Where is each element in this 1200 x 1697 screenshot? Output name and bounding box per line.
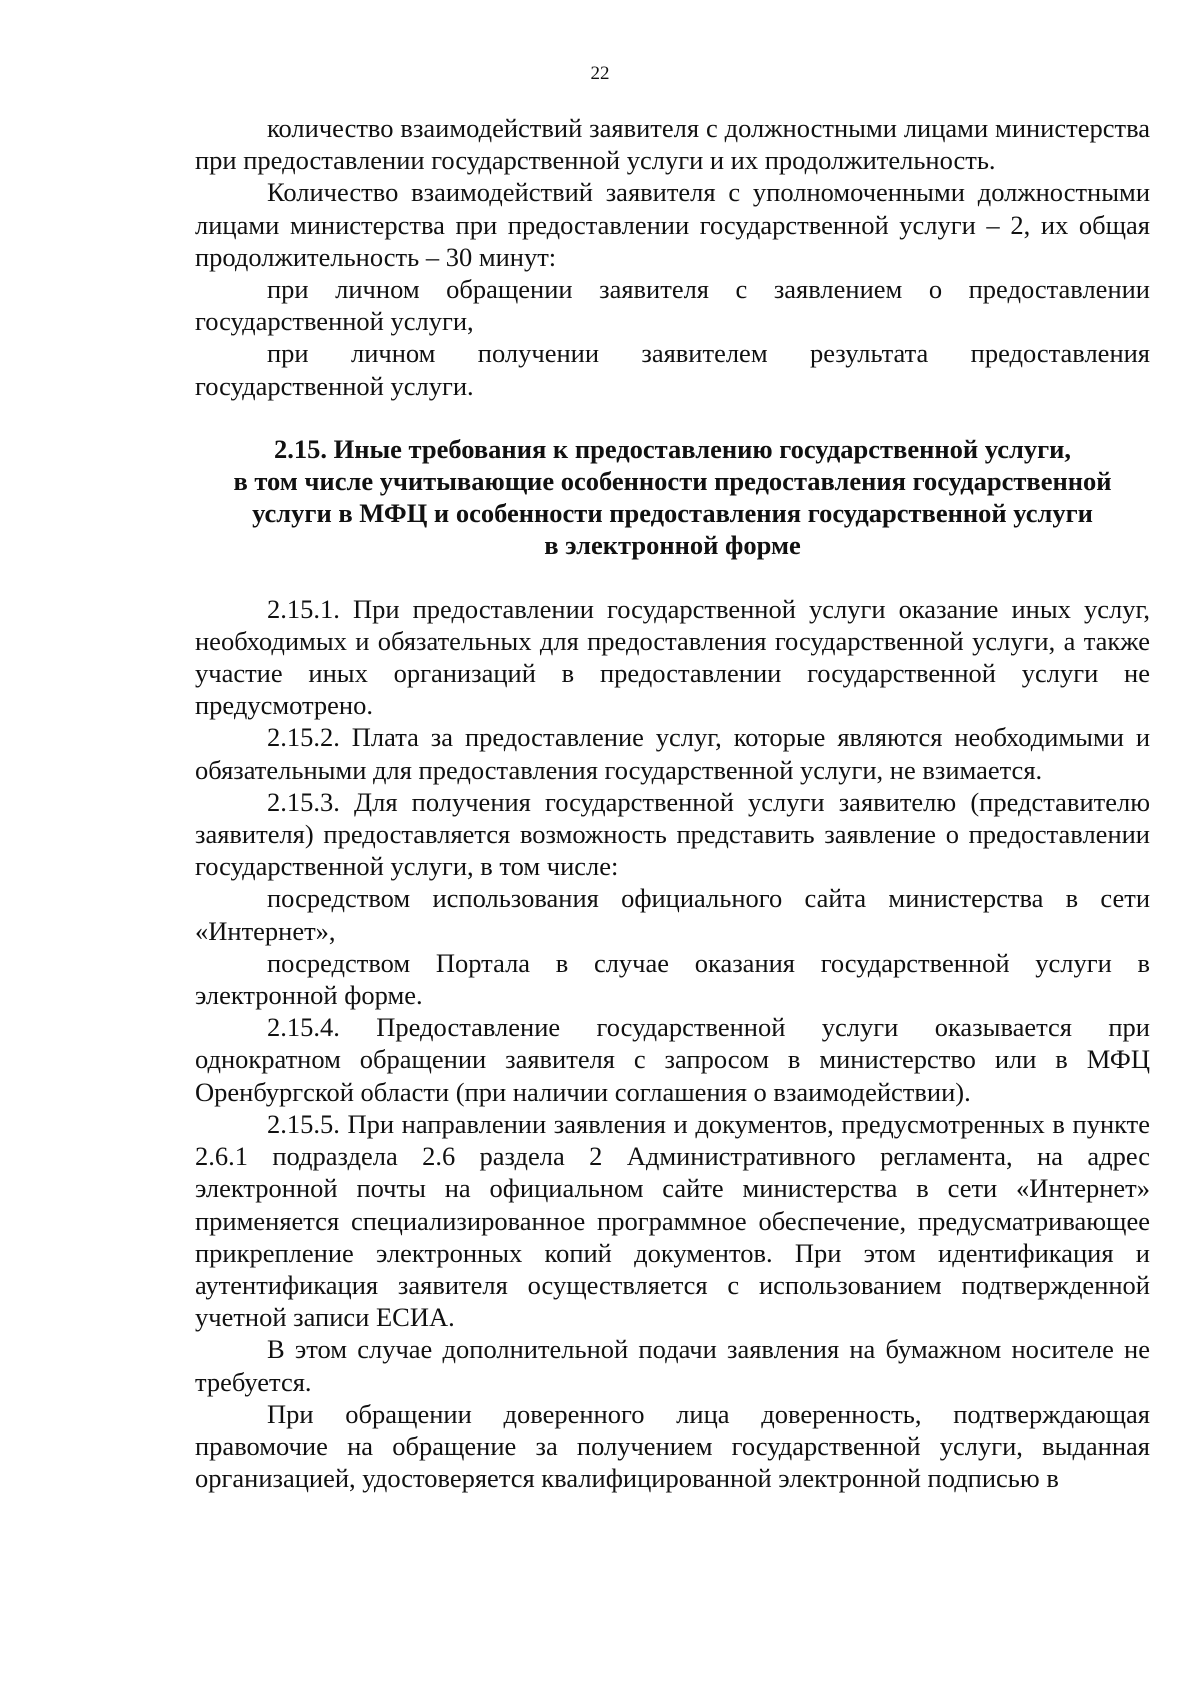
paragraph: посредством использования официального сайта министерства в сети «Интернет», [195, 883, 1150, 946]
paragraph: 2.15.2. Плата за предоставление услуг, которые являются необходимыми и обязательными для предоставления государственной услуги, не взимается. [195, 722, 1150, 785]
paragraph: количество взаимодействий заявителя с должностными лицами министерства при предоставлении государственной услуги и их продолжительность. [195, 113, 1150, 176]
paragraph: 2.15.1. При предоставлении государственной услуги оказание иных услуг, необходимых и обязательных для предоставления государственной услуги, а также участие иных организаций в предоставлении государственной услуги не предусмотрено. [195, 593, 1150, 721]
document-body [195, 112, 1150, 1494]
paragraph: при личном обращении заявителя с заявлением о предоставлении государственной услуги, [195, 274, 1150, 337]
paragraph: посредством Портала в случае оказания государственной услуги в электронной форме. [195, 947, 1150, 1011]
heading-line: услуги в МФЦ и особенности предоставления государственной услуги [252, 498, 1093, 529]
paragraph: При обращении доверенного лица доверенность, подтверждающая правомочие на обращение за получением государственной услуги, выданная организацией, удостоверяется квалифицированной электронной подписью в [195, 1398, 1150, 1494]
heading-line: в том числе учитывающие особенности предоставления государственной [233, 466, 1112, 497]
heading-line: в электронной форме [544, 530, 801, 561]
paragraph: 2.15.4. Предоставление государственной услуги оказывается при однократном обращении заявителя с запросом в министерство или в МФЦ Оренбургской области (при наличии соглашения о взаимодействии). [195, 1012, 1150, 1107]
page-number: 22 [590, 63, 610, 84]
paragraph: Количество взаимодействий заявителя с уполномоченными должностными лицами министерства при предоставлении государственной услуги – 2, их общая продолжительность – 30 минут: [195, 177, 1150, 272]
paragraph: 2.15.5. При направлении заявления и документов, предусмотренных в пункте 2.6.1 подраздела 2.6 раздела 2 Административного регламента, на адрес электронной почты на официальном сайте министерства в сети «Интернет» применяется специализированное программное обеспечение, предусматривающее прикрепление электронных копий документов. При этом идентификация и аутентификация заявителя осуществляется с использованием подтвержденной учетной записи ЕСИА. [195, 1108, 1150, 1333]
paragraph: В этом случае дополнительной подачи заявления на бумажном носителе не требуется. [195, 1334, 1150, 1397]
paragraph: при личном получении заявителем результата предоставления государственной услуги. [195, 338, 1150, 401]
paragraph: 2.15.3. Для получения государственной услуги заявителю (представителю заявителя) предоставляется возможность представить заявление о предоставлении государственной услуги, в том числе: [195, 786, 1150, 882]
section-heading [195, 433, 1150, 562]
heading-line: 2.15. Иные требования к предоставлению государственной услуги, [273, 433, 1072, 464]
